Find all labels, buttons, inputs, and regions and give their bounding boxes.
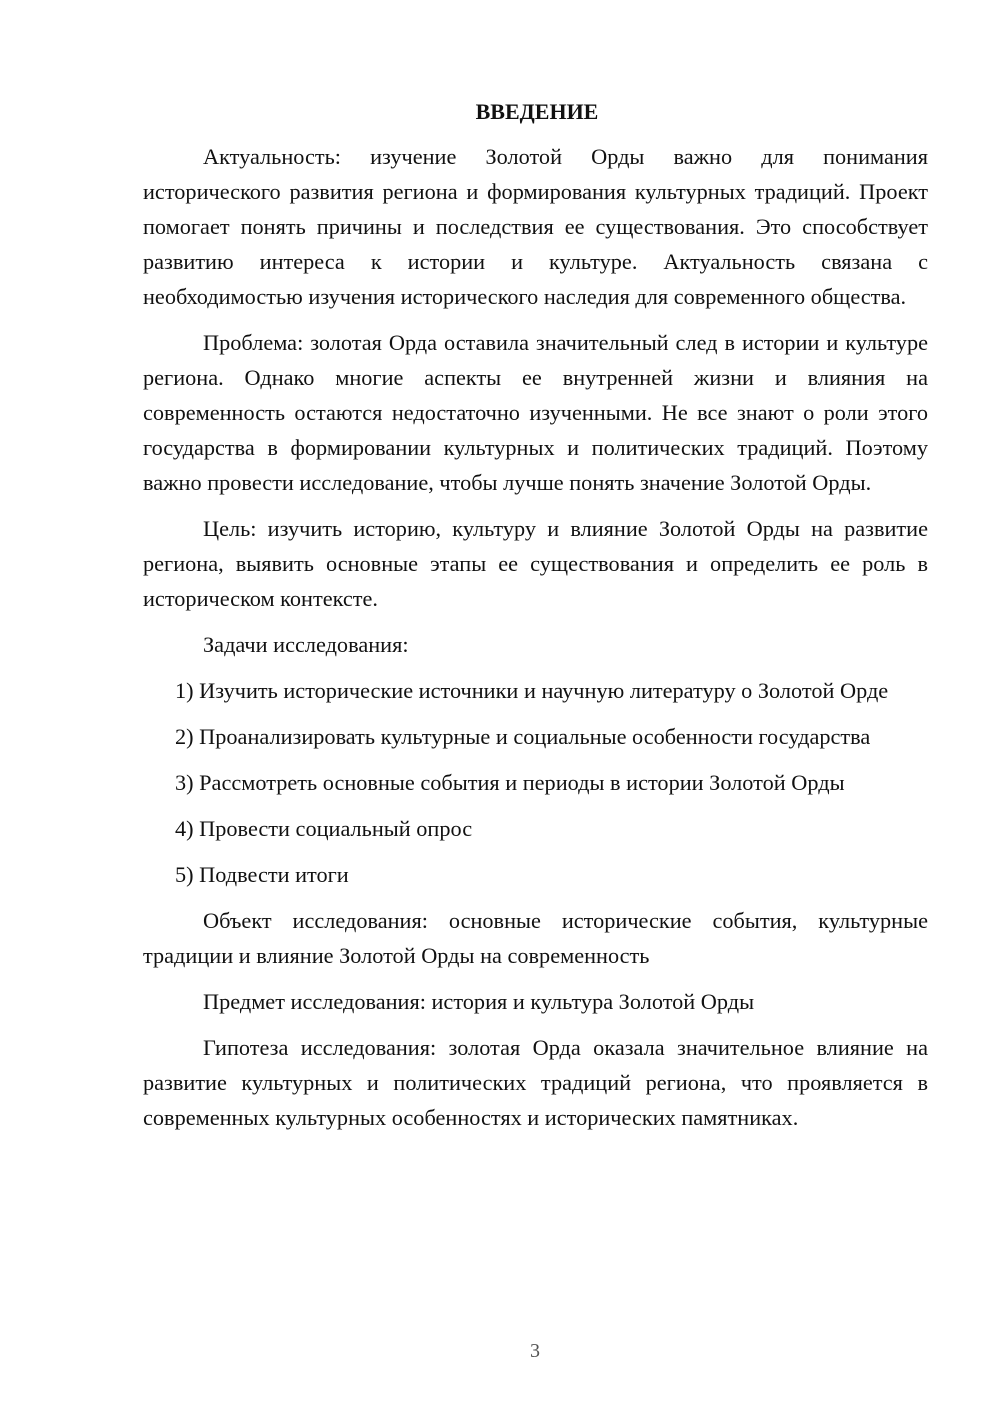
task-item: 2) Проанализировать культурные и социальные особенности государства xyxy=(175,724,871,749)
paragraph-hypothesis: Гипотеза исследования: золотая Орда оказала значительное влияние на развитие культурных и политических традиций региона, что проявляется в современных культурных особенностях и исторических памятниках. xyxy=(143,1035,928,1130)
tasks-heading: Задачи исследования: xyxy=(203,632,409,657)
paragraph-relevance: Актуальность: изучение Золотой Орды важно для понимания исторического развития региона и формирования культурных традиций. Проект помогает понять причины и последствия ее существования. Это способствует развитию интереса к истории и культуре. Актуальность связана с необходимостью изучения исторического наследия для современного общества. xyxy=(143,144,928,309)
paragraph-object: Объект исследования: основные исторические события, культурные традиции и влияние Золотой Орды на современность xyxy=(143,908,928,968)
task-item: 1) Изучить исторические источники и научную литературу о Золотой Орде xyxy=(175,678,889,703)
paragraph-subject: Предмет исследования: история и культура Золотой Орды xyxy=(203,989,755,1014)
page-number: 3 xyxy=(530,1340,540,1362)
paragraph-goal: Цель: изучить историю, культуру и влияние Золотой Орды на развитие региона, выявить основные этапы ее существования и определить ее роль в историческом контексте. xyxy=(143,516,928,611)
page-title: ВВЕДЕНИЕ xyxy=(475,99,599,124)
paragraph-problem: Проблема: золотая Орда оставила значительный след в истории и культуре региона. Однако многие аспекты ее внутренней жизни и влияния на современность остаются недостаточно изученными. Не все знают о роли этого государства в формировании культурных и политических традиций. Поэтому важно провести исследование, чтобы лучше понять значение Золотой Орды. xyxy=(143,330,928,495)
task-item: 5) Подвести итоги xyxy=(175,862,349,887)
task-item: 3) Рассмотреть основные события и периоды в истории Золотой Орды xyxy=(175,770,845,795)
task-item: 4) Провести социальный опрос xyxy=(175,816,473,841)
